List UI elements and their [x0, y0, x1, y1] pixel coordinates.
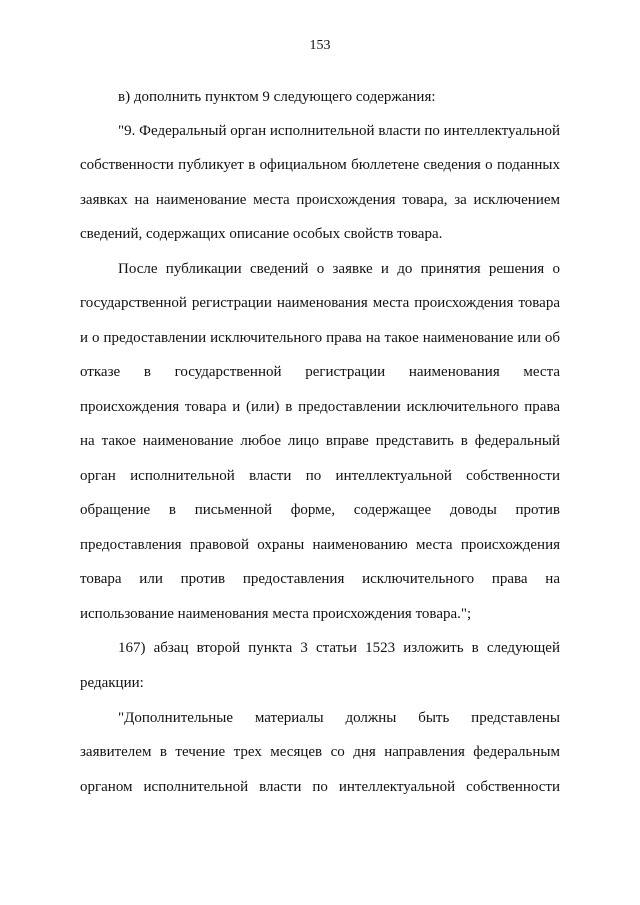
paragraph-line: товара или против предоставления исключительного права на [80, 571, 560, 587]
paragraph-line: заявителем в течение трех месяцев со дня направления федеральным [80, 744, 560, 760]
paragraph-line: редакции: [80, 675, 144, 691]
paragraph-line: обращение в письменной форме, содержащее доводы против [80, 502, 560, 518]
paragraph-line: в) дополнить пунктом 9 следующего содержания: [118, 89, 436, 105]
paragraph-line: предоставления правовой охраны наименованию места происхождения [80, 537, 560, 553]
paragraph-line: орган исполнительной власти по интеллектуальной собственности [80, 468, 560, 484]
paragraph-line: и о предоставлении исключительного права на такое наименование или об [80, 330, 560, 346]
paragraph-line: государственной регистрации наименования места происхождения товара [80, 295, 560, 311]
page-number: 153 [309, 38, 331, 53]
paragraph-line: органом исполнительной власти по интеллектуальной собственности [80, 779, 560, 795]
paragraph-line: отказе в государственной регистрации наименования места [80, 364, 560, 380]
paragraph-line: "Дополнительные материалы должны быть представлены [118, 710, 560, 726]
paragraph-line: использование наименования места происхождения товара."; [80, 606, 472, 622]
paragraph-line: После публикации сведений о заявке и до принятия решения о [118, 261, 560, 277]
paragraph-line: заявках на наименование места происхождения товара, за исключением [80, 192, 560, 208]
paragraph-line: "9. Федеральный орган исполнительной власти по интеллектуальной [118, 123, 560, 139]
paragraph-line: сведений, содержащих описание особых свойств товара. [80, 226, 443, 242]
paragraph-line: происхождения товара и (или) в предоставлении исключительного права [80, 399, 560, 415]
paragraph-line: 167) абзац второй пункта 3 статьи 1523 изложить в следующей [118, 640, 560, 656]
paragraph-line: на такое наименование любое лицо вправе представить в федеральный [80, 433, 560, 449]
paragraph-line: собственности публикует в официальном бюллетене сведения о поданных [80, 157, 560, 173]
